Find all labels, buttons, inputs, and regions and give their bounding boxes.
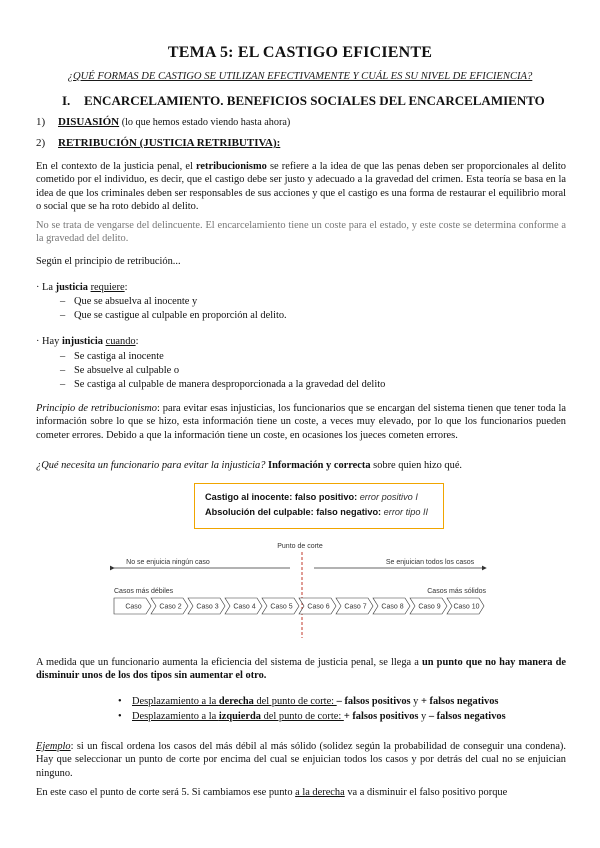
list-item bbox=[60, 351, 164, 362]
list-item bbox=[60, 379, 385, 390]
case-row bbox=[114, 598, 484, 614]
bullet-dot: • bbox=[118, 711, 122, 722]
list-item-text: Se absuelve al culpable o bbox=[74, 365, 180, 376]
text-run: y bbox=[410, 696, 421, 707]
case-label: Caso 7 bbox=[344, 603, 367, 611]
strong-label: Casos más sólidos bbox=[427, 588, 486, 595]
case-label: Caso 8 bbox=[381, 603, 404, 611]
text-run: Desplazamiento a la bbox=[132, 696, 219, 707]
bold-term: izquierda bbox=[218, 711, 261, 722]
bold-term: Información y correcta bbox=[265, 460, 371, 471]
item-label: DISUASIÓN bbox=[58, 116, 120, 128]
bullet-dot: • bbox=[118, 696, 122, 707]
bold-term: + falsos negativos bbox=[420, 696, 499, 707]
list-item-disuasion bbox=[36, 116, 290, 128]
right-label: Se enjuician todos los casos bbox=[385, 559, 475, 566]
paragraph-last bbox=[36, 786, 566, 799]
text-run: : bbox=[124, 282, 128, 293]
section-number: I. bbox=[62, 93, 71, 108]
justice-line bbox=[36, 282, 128, 293]
error-types-box bbox=[194, 483, 444, 529]
weak-label: Casos más débiles bbox=[114, 588, 174, 595]
box-label: Castigo al inocente: falso positivo: bbox=[205, 492, 360, 502]
bold-term: retribucionismo bbox=[195, 161, 267, 172]
dash-marker: – bbox=[60, 365, 66, 376]
underlined-term: requiere bbox=[90, 282, 125, 293]
case-label: Caso 3 bbox=[196, 603, 219, 611]
bold-term: derecha bbox=[218, 696, 254, 707]
underlined-term: a la derecha bbox=[295, 787, 345, 798]
bold-term: un punto que no hay manera de disminuir unos de los dos tipos sin aumentar el otro. bbox=[36, 657, 567, 682]
text-run: En el contexto de la justicia penal, el bbox=[36, 161, 196, 172]
text-run: : bbox=[135, 336, 139, 347]
list-item-text: Se castiga al inocente bbox=[74, 351, 164, 362]
text-run: sobre quien hizo qué. bbox=[370, 460, 463, 471]
list-item-retribucion bbox=[36, 137, 280, 149]
list-item bbox=[60, 310, 287, 321]
injustice-line bbox=[36, 336, 138, 347]
case-label: Caso bbox=[125, 603, 142, 611]
text-run: del punto de corte: bbox=[253, 696, 337, 707]
text-run: En este caso el punto de corte será 5. Si cambiamos ese punto bbox=[36, 787, 296, 798]
item-number: 1) bbox=[36, 116, 46, 128]
bold-term: injusticia bbox=[61, 336, 103, 347]
case-label: Caso 5 bbox=[270, 603, 293, 611]
dash-marker: – bbox=[60, 310, 66, 321]
list-item bbox=[60, 365, 179, 376]
item-label: RETRIBUCIÓN (JUSTICIA RETRIBUTIVA): bbox=[58, 137, 281, 149]
case-label: Caso 4 bbox=[233, 603, 256, 611]
text-run: · Hay bbox=[36, 336, 62, 347]
paragraph-retribucionismo bbox=[36, 160, 566, 214]
question-line bbox=[36, 460, 462, 471]
paragraph-eficiencia bbox=[36, 656, 566, 683]
box-tag: error tipo II bbox=[383, 507, 429, 517]
error-type-1 bbox=[205, 490, 433, 505]
cut-point-diagram bbox=[110, 540, 490, 640]
text-run: va a disminuir el falso positivo porque bbox=[344, 787, 508, 798]
shift-right-item bbox=[118, 696, 498, 707]
case-label: Caso 10 bbox=[453, 603, 480, 611]
case-label: Caso 2 bbox=[159, 603, 182, 611]
example-label: Ejemplo bbox=[36, 741, 71, 752]
text-run: : si un fiscal ordena los casos del más débil al más sólido (solidez según la probabilidad de conseguir una condena). Hay que seleccionar un punto de corte por encima del cual se enjuician todos los casos y por detrás del cual no se enjuician ninguno. bbox=[36, 741, 566, 779]
text-run: : para evitar esas injusticias, los funcionarios que se encargan del sistema tienen que tener toda la información sobre lo que se hizo, esta información tiene un coste, a veces muy elevado, por lo que los funcionarios pueden cometer errores. Debido a que la información tiene un coste, en ocasiones los jueces cometen errores. bbox=[36, 403, 566, 441]
item-number: 2) bbox=[36, 137, 46, 149]
dash-marker: – bbox=[60, 379, 66, 390]
underlined-term: cuando bbox=[105, 336, 136, 347]
dash-marker: – bbox=[60, 296, 66, 307]
left-label: No se enjuicia ningún caso bbox=[126, 559, 210, 566]
box-label: Absolución del culpable: falso negativo: bbox=[205, 507, 384, 517]
shift-left-item bbox=[118, 711, 506, 722]
error-type-2 bbox=[205, 505, 433, 520]
list-item-text: Que se absuelva al inocente y bbox=[74, 296, 198, 307]
paragraph-coste: No se trata de vengarse del delincuente. El encarcelamiento tiene un coste para el estado, y este coste se determina conforme a la gravedad del delito. bbox=[36, 220, 566, 245]
text-run: del punto de corte: bbox=[261, 711, 344, 722]
page-subtitle: ¿QUÉ FORMAS DE CASTIGO SE UTILIZAN EFECTIVAMENTE Y CUÁL ES SU NIVEL DE EFICIENCIA? bbox=[67, 71, 533, 82]
text-run: A medida que un funcionario aumenta la eficiencia del sistema de justicia penal, se llega a bbox=[36, 657, 422, 668]
list-item-text: Que se castigue al culpable en proporción al delito. bbox=[74, 310, 287, 321]
italic-question: ¿Qué necesita un funcionario para evitar la injusticia? bbox=[36, 460, 266, 471]
box-tag: error positivo I bbox=[359, 492, 418, 502]
case-label: Caso 6 bbox=[307, 603, 330, 611]
text-run: y bbox=[418, 711, 429, 722]
page-title: TEMA 5: EL CASTIGO EFICIENTE bbox=[167, 44, 433, 61]
section-title: ENCARCELAMIENTO. BENEFICIOS SOCIALES DEL ENCARCELAMIENTO bbox=[84, 93, 545, 108]
text-run: se refiere a la idea de que las penas deben ser proporcionales al delito cometido por el individuo, es decir, que el castigo debe ser justo y adecuado a la gravedad del crimen. Esta teoría se basa en la idea de que los criminales deben ser responsables de sus acciones y que el castigo es una forma de restaurar el equilibrio moral o social que se ha roto debido al delito. bbox=[36, 161, 566, 213]
paragraph-principio bbox=[36, 402, 566, 442]
list-item bbox=[60, 296, 197, 307]
italic-term: Principio de retribucionismo bbox=[36, 403, 157, 414]
cut-point-label: Punto de corte bbox=[277, 543, 323, 550]
text-run: Desplazamiento a la bbox=[132, 711, 219, 722]
list-item-text: Se castiga al culpable de manera desproporcionada a la gravedad del delito bbox=[74, 379, 386, 390]
principle-line: Según el principio de retribución... bbox=[36, 256, 181, 267]
dash-marker: – bbox=[60, 351, 66, 362]
bold-term: + falsos positivos bbox=[343, 711, 419, 722]
section-heading bbox=[62, 93, 545, 109]
bold-term: – falsos negativos bbox=[428, 711, 506, 722]
bold-term: – falsos positivos bbox=[336, 696, 411, 707]
item-note: (lo que hemos estado viendo hasta ahora) bbox=[119, 117, 291, 128]
text-run: · La bbox=[36, 282, 56, 293]
bold-term: justicia bbox=[55, 282, 88, 293]
paragraph-ejemplo bbox=[36, 740, 566, 780]
case-label: Caso 9 bbox=[418, 603, 441, 611]
